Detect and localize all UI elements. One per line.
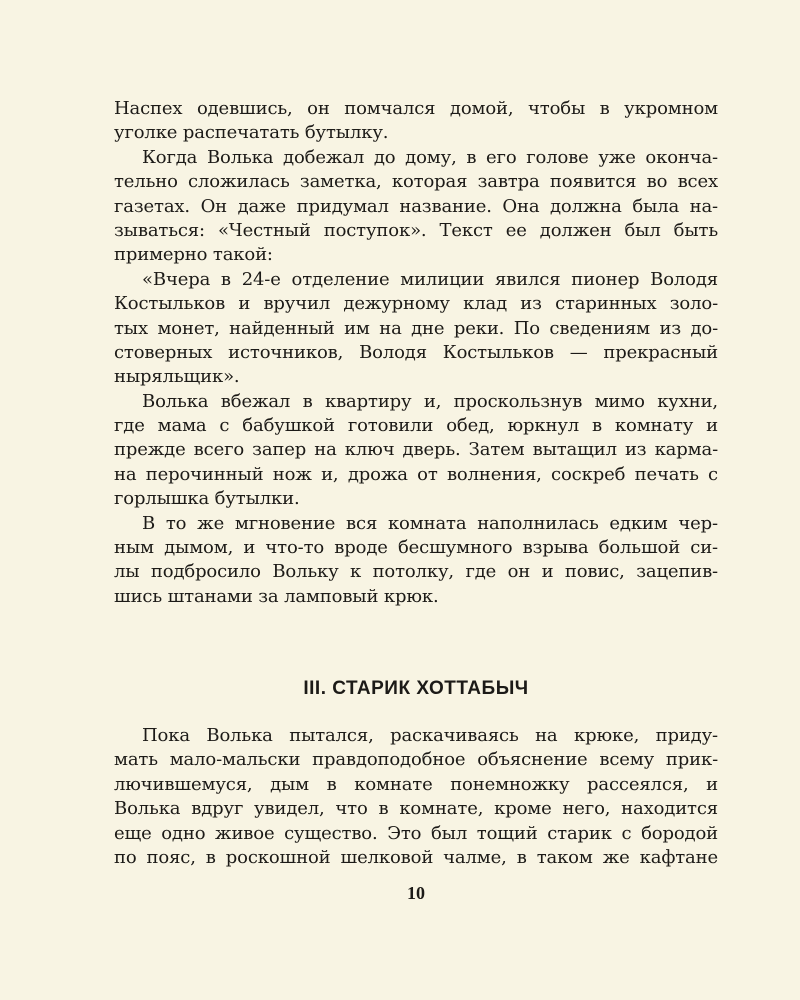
text-line: на перочинный нож и, дрожа от волнения, соскреб печать с: [114, 463, 718, 485]
text-line: ным дымом, и что-то вроде бесшумного взрыва большой си-: [114, 537, 718, 559]
text-line: Наспех одевшись, он помчался домой, чтобы в укромном: [114, 98, 718, 119]
text-line: Когда Волька добежал до дому, в его голове уже оконча-: [142, 146, 718, 168]
text-line: Волька вбежал в квартиру и, проскользнув мимо кухни,: [142, 390, 718, 412]
text-line: ныряльщик».: [114, 366, 240, 388]
text-line: примерно такой:: [114, 244, 273, 266]
text-line: еще одно живое существо. Это был тощий старик с бородой: [114, 822, 718, 844]
text-line: Костыльков и вручил дежурному клад из старинных золо-: [114, 293, 718, 315]
text-line: прежде всего запер на ключ дверь. Затем вытащил из карма-: [114, 439, 718, 461]
text-line: «Вчера в 24-е отделение милиции явился пионер Володя: [142, 268, 718, 290]
text-line: лы подбросило Вольку к потолку, где он и повис, зацепив-: [114, 561, 718, 583]
text-line: тельно сложилась заметка, которая завтра появится во всех: [114, 171, 718, 193]
text-line: зываться: «Честный поступок». Текст ее должен был быть: [114, 219, 718, 241]
text-line: горлышка бутылки.: [114, 488, 300, 510]
text-line: тых монет, найденный им на дне реки. По сведениям из до-: [114, 317, 718, 339]
text-line: Волька вдруг увидел, что в комнате, кроме него, находится: [114, 798, 718, 820]
text-line: стоверных источников, Володя Костыльков — прекрасный: [114, 341, 718, 363]
text-line: по пояс, в роскошной шелковой чалме, в таком же кафтане: [114, 846, 718, 868]
text-line: лючившемуся, дым в комнате понемножку рассеялся, и: [114, 773, 718, 795]
chapter-text: [114, 724, 718, 870]
text-line: шись штанами за ламповый крюк.: [114, 585, 439, 607]
text-line: В то же мгновение вся комната наполнилась едким чер-: [142, 512, 718, 534]
text-line: где мама с бабушкой готовили обед, юркнул в комнату и: [114, 415, 718, 437]
text-line: Пока Волька пытался, раскачиваясь на крюке, приду-: [142, 725, 718, 746]
text-line: уголке распечатать бутылку.: [114, 122, 389, 144]
text-line: мать мало-мальски правдоподобное объяснение всему прик-: [114, 749, 718, 771]
page-number: 10: [407, 883, 425, 903]
section-text: [114, 97, 718, 609]
text-line: газетах. Он даже придумал название. Она должна была на-: [114, 195, 718, 217]
chapter-title: III. СТАРИК ХОТТАБЫЧ: [303, 678, 529, 699]
